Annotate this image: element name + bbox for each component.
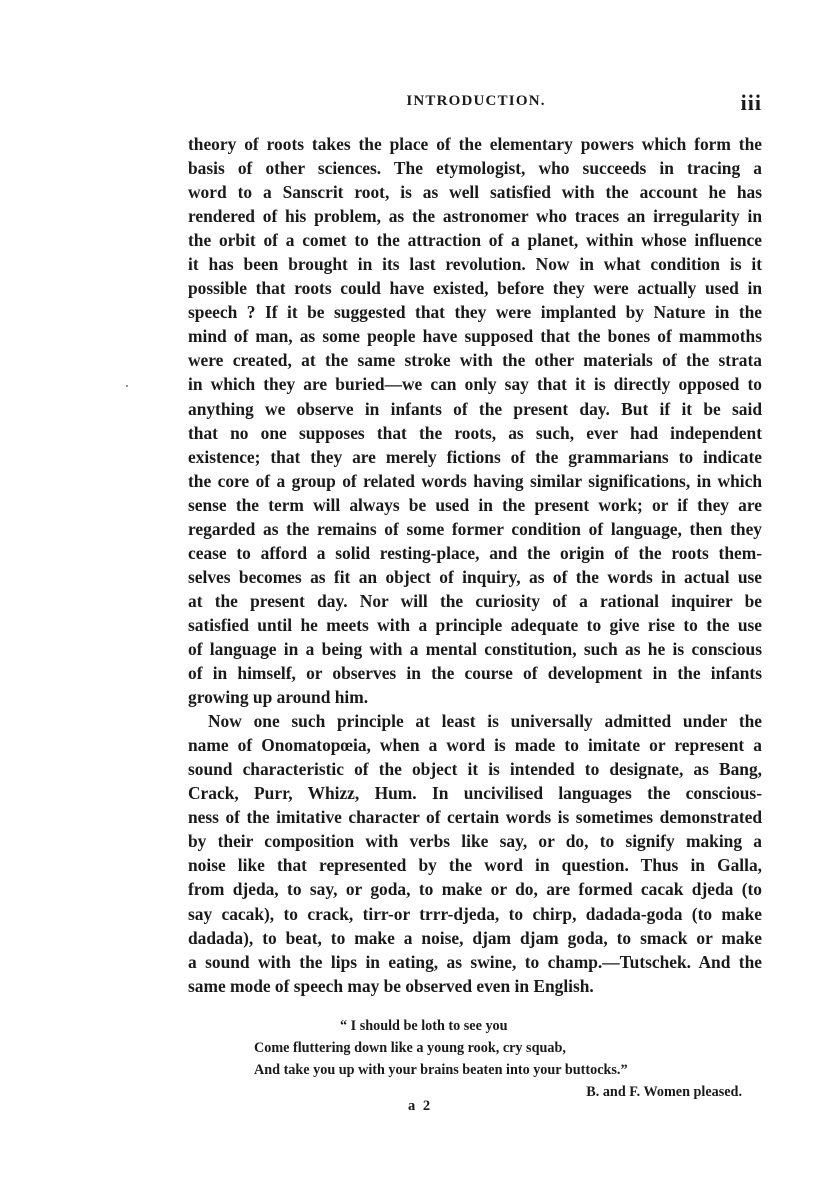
text-line: from djeda, to say, or goda, to make or do, are formed cacak djeda (to xyxy=(188,879,762,900)
running-title: INTRODUCTION. xyxy=(406,93,546,109)
text-line: regarded as the remains of some former condition of language, then they xyxy=(188,518,762,539)
text-line: in which they are buried—we can only say that it is directly opposed to xyxy=(188,374,762,395)
text-line: the core of a group of related words having similar significations, in which xyxy=(188,470,762,491)
text-line: existence; that they are merely fictions of the grammarians to indicate xyxy=(188,446,762,467)
quote-line: And take you up with your brains beaten into your buttocks.” xyxy=(254,1062,628,1078)
text-line: basis of other sciences. The etymologist, who succeeds in tracing a xyxy=(188,158,762,179)
text-line: of in himself, or observes in the course of development in the infants xyxy=(188,663,762,684)
text-line: Crack, Purr, Whizz, Hum. In uncivilised languages the conscious- xyxy=(188,783,762,804)
text-line: same mode of speech may be observed even in English. xyxy=(188,975,594,996)
quote-attribution: B. and F. Women pleased. xyxy=(586,1084,742,1100)
text-line: at the present day. Nor will the curiosity of a rational inquirer be xyxy=(188,590,762,611)
signature-mark: a 2 xyxy=(407,1098,433,1114)
verse-quotation xyxy=(254,1015,744,1103)
body-text xyxy=(188,132,762,998)
text-line: mind of man, as some people have supposed that the bones of mammoths xyxy=(188,326,762,347)
text-line: sound characteristic of the object it is intended to designate, as Bang, xyxy=(188,759,762,780)
text-line: ness of the imitative character of certain words is sometimes demonstrated xyxy=(188,807,762,828)
text-line: Now one such principle at least is universally admitted under the xyxy=(208,711,762,732)
text-line: a sound with the lips in eating, as swine, to champ.—Tutschek. And the xyxy=(188,951,762,972)
quote-line: Come fluttering down like a young rook, cry squab, xyxy=(254,1040,566,1056)
text-line: rendered of his problem, as the astronomer who traces an irregularity in xyxy=(188,206,762,227)
text-line: possible that roots could have existed, before they were actually used in xyxy=(188,278,762,299)
text-line: by their composition with verbs like say, or do, to signify making a xyxy=(188,831,762,852)
text-line: the orbit of a comet to the attraction of a planet, within whose influence xyxy=(188,230,762,251)
text-line: word to a Sanscrit root, is as well satisfied with the account he has xyxy=(188,182,762,203)
text-line: speech ? If it be suggested that they were implanted by Nature in the xyxy=(188,302,762,323)
text-line: anything we observe in infants of the present day. But if it be said xyxy=(188,398,762,419)
running-head xyxy=(188,90,764,114)
text-line: growing up around him. xyxy=(188,687,369,708)
text-line: noise like that represented by the word in question. Thus in Galla, xyxy=(188,855,762,876)
text-line: selves becomes as fit an object of inquiry, as of the words in actual use xyxy=(188,566,762,587)
text-line: dadada), to beat, to make a noise, djam djam goda, to smack or make xyxy=(188,927,762,948)
margin-speck xyxy=(126,385,128,387)
page-number: iii xyxy=(740,90,762,115)
text-line: satisfied until he meets with a principle adequate to give rise to the use xyxy=(188,614,762,635)
text-line: name of Onomatopœia, when a word is made to imitate or represent a xyxy=(188,735,762,756)
quote-line: “ I should be loth to see you xyxy=(340,1018,508,1034)
text-line: were created, at the same stroke with the other materials of the strata xyxy=(188,350,762,371)
text-line: sense the term will always be used in the present work; or if they are xyxy=(188,494,762,515)
text-line: it has been brought in its last revolution. Now in what condition is it xyxy=(188,254,762,275)
text-line: theory of roots takes the place of the elementary powers which form the xyxy=(188,134,762,154)
text-line: say cacak), to crack, tirr-or trrr-djeda, to chirp, dadada-goda (to make xyxy=(188,903,762,924)
text-line: cease to afford a solid resting-place, and the origin of the roots them- xyxy=(188,542,762,563)
text-line: that no one supposes that the roots, as such, ever had independent xyxy=(188,422,762,443)
text-line: of language in a being with a mental constitution, such as he is conscious xyxy=(188,638,762,659)
